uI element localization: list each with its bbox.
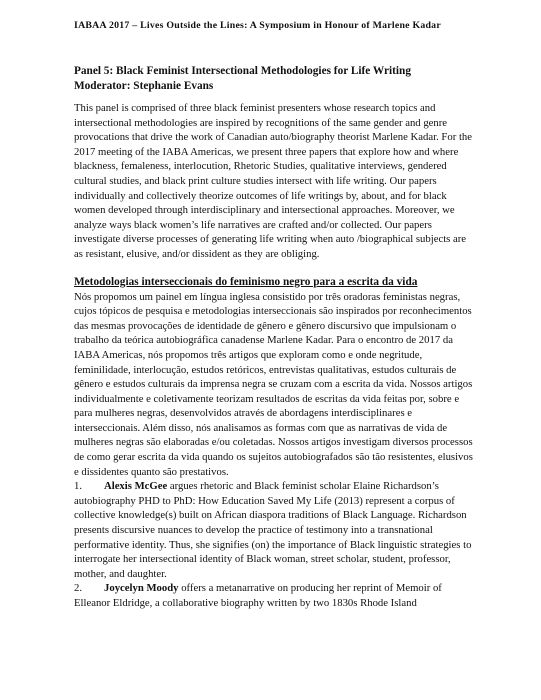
paper-number: 1.	[74, 480, 83, 493]
paper-description: argues rhetoric and Black feminist scholar Elaine Richardson’s autobiography PHD to PhD: How Education Saved My Life (2013) represent a corpus of collective knowledge(s) built on African diaspora traditions of Black Language. Richardson presents discursive nuances to develop the practice of testimony into a transnational performative identity. Thus, she signifies (on) the importance of Black linguistic strategies to interrogate her intersectional identity of Black woman, street scholar, student, professor, mother, and daughter.	[74, 480, 472, 580]
running-header: IABAA 2017 – Lives Outside the Lines: A Symposium in Honour of Marlene Kadar	[74, 20, 441, 31]
paper-entry	[74, 581, 475, 610]
presenter-name: Joycelyn Moody	[104, 582, 179, 595]
panel-title: Panel 5: Black Feminist Intersectional Methodologies for Life Writing	[74, 65, 411, 77]
presenter-name: Alexis McGee	[104, 480, 168, 493]
paper-entry	[74, 479, 475, 581]
portuguese-abstract: Nós propomos um painel em língua inglesa consistido por três oradoras feministas negras, cujos tópicos de pesquisa e metodologias interseccionais são inspirados por reconhecimentos das mesmas provocações de identidade de gênero e gênero discursivo que impulsionam o trabalho da teórica autobiográfica canadense Marlene Kadar. Para o encontro de 2017 da IABA Americas, nós propomos três artigos que exploram como e onde negritude, feminilidade, interlocução, estudos retóricos, entrevistas qualitativas, estudos culturais de gênero e estudos culturais da imprensa negra se cruzam com a escrita da vida. Nossos artigos individualmente e coletivamente teorizam resultados de escritas da vida feitas por, sobre e para mulheres negras, desenvolvidos através de abordagens interdisciplinares e interseccionais. Além disso, nós analisamos as formas com que as narrativas de vida de mulheres negras são elaboradas e/ou coletadas. Nossos artigos investigam diversos processos de como gerar escrita da vida quando os sujeitos autobiografados são tão resistentes, elusivos e dissidentes quanto são prestativos.	[74, 290, 473, 478]
moderator-line: Moderator: Stephanie Evans	[74, 80, 214, 92]
paper-description: offers a metanarrative on producing her reprint of Memoir of Elleanor Eldridge, a collaborative biography written by two 1830s Rhode Island	[74, 582, 442, 609]
paper-number: 2.	[74, 582, 83, 595]
document-body	[74, 64, 475, 611]
english-abstract: This panel is comprised of three black feminist presenters whose research topics and intersectional methodologies are inspired by recognitions of the same gender and genre provocations that drive the work of Canadian auto/biography theorist Marlene Kadar. For the 2017 meeting of the IABA Americas, we present three papers that explore how and where blackness, femaleness, interlocution, Rhetoric Studies, qualitative interviews, gendered cultural studies, and black print culture studies intersect with life writing. Our papers individually and collectively theorize outcomes of life writings by, about, and for black women developed through interdisciplinary and intersectional approaches. Moreover, we analyze ways black women’s life narratives are crafted and/or collected. Our papers investigate diverse processes of generating life writing when auto /biographical subjects are as resistant, elusive, and/or dissident as they are obliging.	[74, 102, 472, 260]
portuguese-title: Metodologias interseccionais do feminismo negro para a escrita da vida	[74, 275, 418, 288]
